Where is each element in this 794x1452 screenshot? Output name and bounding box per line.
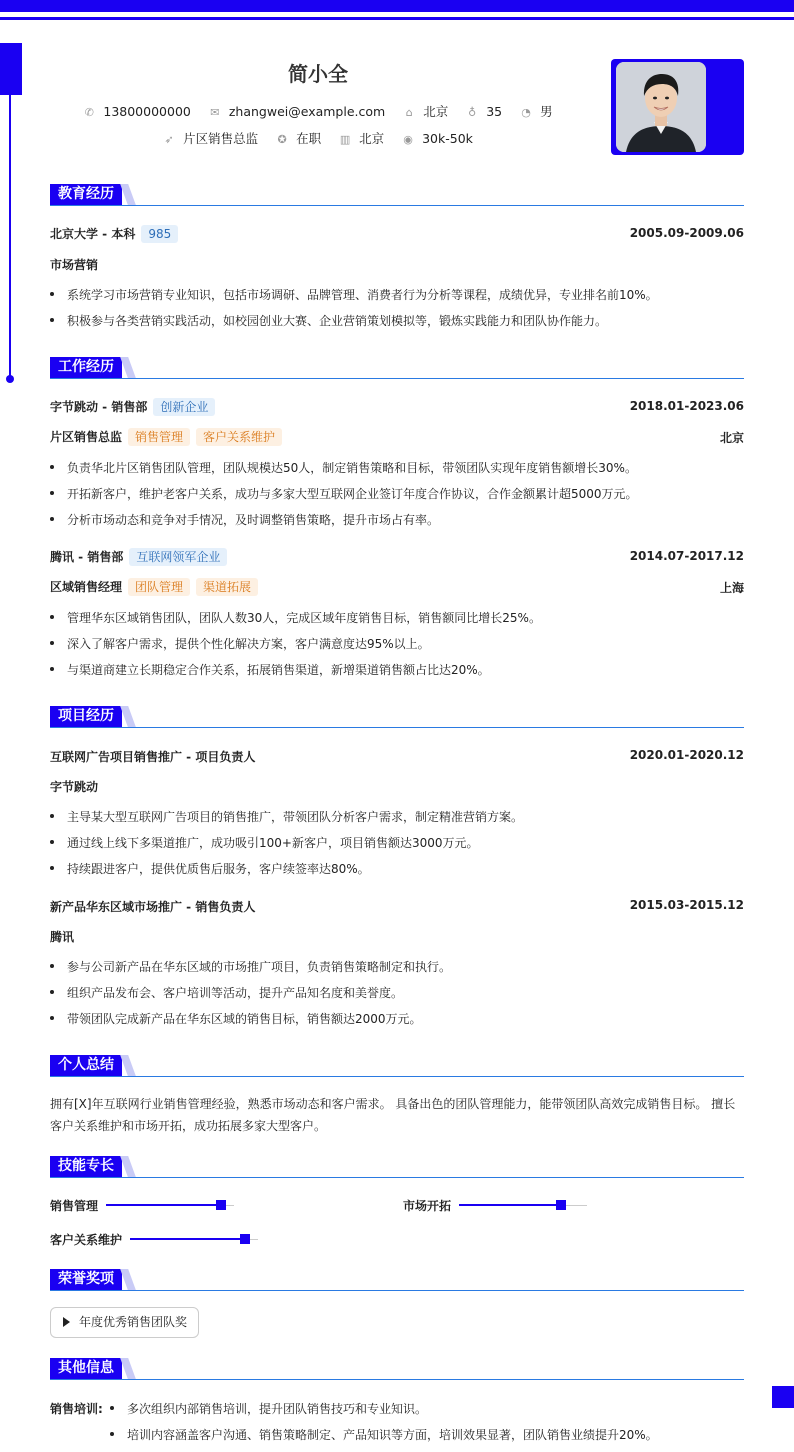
project-title: 互联网广告项目销售推广 - 项目负责人 <box>50 750 256 764</box>
list-item: 管理华东区域销售团队，团队人数30人，完成区域年度销售目标，销售额同比增长25%。 <box>50 609 541 626</box>
education-date: 2005.09-2009.06 <box>629 226 744 240</box>
list-item: 培训内容涵盖客户沟通、销售策略制定、产品知识等方面，培训效果显著，团队销售业绩提升20%。 <box>110 1426 658 1443</box>
work-role: 片区销售总监 销售管理 客户关系维护 <box>50 428 282 446</box>
section-work <box>50 357 744 379</box>
phone-icon: ✆ <box>84 106 94 119</box>
list-item: 组织产品发布会、客户培训等活动，提升产品知名度和美誉度。 <box>50 984 403 1001</box>
corner-accent-block <box>772 1386 794 1408</box>
side-timeline-dot <box>6 375 14 383</box>
skill-bar-knob <box>556 1200 566 1210</box>
section-title-decoration <box>120 184 136 205</box>
photo-frame <box>611 59 744 155</box>
section-other <box>50 1358 744 1380</box>
section-title-decoration <box>120 1269 136 1290</box>
work-company: 字节跳动 - 销售部 创新企业 <box>50 398 215 416</box>
job-info-row <box>0 129 636 147</box>
other-label: 销售培训: <box>50 1402 103 1416</box>
salary-item: ◉ 30k-50k <box>403 131 473 146</box>
list-item: 分析市场动态和竞争对手情况，及时调整销售策略，提升市场占有率。 <box>50 511 439 528</box>
list-item: 深入了解客户需求，提供个性化解决方案，客户满意度达95%以上。 <box>50 635 430 652</box>
caret-right-icon <box>63 1317 70 1327</box>
school-tag: 985 <box>141 225 178 243</box>
contact-info-row <box>0 102 636 120</box>
company-tag: 创新企业 <box>153 398 215 416</box>
gender-icon: ◔ <box>521 106 531 119</box>
list-item: 多次组织内部销售培训，提升团队销售技巧和专业知识。 <box>110 1400 427 1417</box>
project-org: 腾讯 <box>50 930 75 944</box>
skill-bar <box>459 1205 587 1206</box>
candidate-name: 简小全 <box>288 62 348 86</box>
age-icon: ♁ <box>468 106 477 119</box>
list-item: 通过线上线下多渠道推广，成功吸引100+新客户，项目销售额达3000万元。 <box>50 834 479 851</box>
honor-item[interactable]: 年度优秀销售团队奖 <box>50 1307 199 1338</box>
list-item: 积极参与各类营销实践活动，如校园创业大赛、企业营销策划模拟等，锻炼实践能力和团队协作能力。 <box>50 312 607 329</box>
company-tag: 互联网领军企业 <box>129 548 227 566</box>
section-rule <box>50 378 744 379</box>
section-title: 其他信息 <box>50 1358 122 1379</box>
skill-bar-knob <box>216 1200 226 1210</box>
skill-label: 销售管理 <box>50 1199 99 1213</box>
section-projects <box>50 706 744 728</box>
list-item: 负责华北片区销售团队管理，团队规模达50人，制定销售策略和目标，带领团队实现年度销售额增长30%。 <box>50 459 637 476</box>
work-role: 区域销售经理 团队管理 渠道拓展 <box>50 578 258 596</box>
skill-bar-fill <box>459 1204 561 1206</box>
list-item: 参与公司新产品在华东区域的市场推广项目，负责销售策略制定和执行。 <box>50 958 451 975</box>
work-city: 上海 <box>719 581 744 595</box>
section-title-decoration <box>120 1055 136 1076</box>
section-title: 荣誉奖项 <box>50 1269 122 1290</box>
skill-bar-fill <box>130 1238 245 1240</box>
list-item: 开拓新客户，维护老客户关系，成功与多家大型互联网企业签订年度合作协议，合作金额累计超5000万元。 <box>50 485 638 502</box>
age-item: ♁ 35 <box>468 104 503 119</box>
role-tag: 团队管理 <box>128 578 190 596</box>
education-school: 北京大学 - 本科 985 <box>50 225 178 243</box>
role-tag: 客户关系维护 <box>196 428 282 446</box>
phone-item: ✆ 13800000000 <box>84 104 191 119</box>
section-honors <box>50 1269 744 1291</box>
project-title: 新产品华东区域市场推广 - 销售负责人 <box>50 900 256 914</box>
skill-bar-fill <box>106 1204 221 1206</box>
section-skills <box>50 1156 744 1178</box>
top-accent-line <box>0 17 794 20</box>
section-rule <box>50 1177 744 1178</box>
project-date: 2020.01-2020.12 <box>629 748 744 762</box>
email-icon: ✉ <box>210 106 220 119</box>
section-summary <box>50 1055 744 1077</box>
project-date: 2015.03-2015.12 <box>629 898 744 912</box>
section-title-decoration <box>120 706 136 727</box>
skill-bar <box>130 1239 258 1240</box>
list-item: 持续跟进客户，提供优质售后服务，客户续签率达80%。 <box>50 860 370 877</box>
work-date: 2018.01-2023.06 <box>629 399 744 413</box>
education-major: 市场营销 <box>50 258 99 272</box>
list-item: 系统学习市场营销专业知识，包括市场调研、品牌管理、消费者行为分析等课程，成绩优异，专业排名前10%。 <box>50 286 658 303</box>
list-item: 主导某大型互联网广告项目的销售推广，带领团队分析客户需求，制定精准营销方案。 <box>50 808 523 825</box>
section-title: 工作经历 <box>50 357 122 378</box>
role-tag: 销售管理 <box>128 428 190 446</box>
section-title: 技能专长 <box>50 1156 122 1177</box>
section-rule <box>50 727 744 728</box>
section-title-decoration <box>120 1358 136 1379</box>
skill-label: 市场开拓 <box>403 1199 452 1213</box>
send-icon: ➶ <box>164 133 174 146</box>
section-rule <box>50 1076 744 1077</box>
skill-bar <box>106 1205 234 1206</box>
status-icon: ✪ <box>277 133 287 146</box>
city-item: ▥ 北京 <box>339 131 385 146</box>
section-title-decoration <box>120 357 136 378</box>
section-title-decoration <box>120 1156 136 1177</box>
section-title: 项目经历 <box>50 706 122 727</box>
gender-item: ◔ 男 <box>521 104 553 119</box>
position-item: ➶ 片区销售总监 <box>164 131 259 146</box>
list-item: 与渠道商建立长期稳定合作关系，拓展销售渠道，新增渠道销售额占比达20%。 <box>50 661 490 678</box>
salary-icon: ◉ <box>403 133 413 146</box>
list-item: 带领团队完成新产品在华东区域的销售目标，销售额达2000万元。 <box>50 1010 422 1027</box>
email-item: ✉ zhangwei@example.com <box>210 104 386 119</box>
skill-bar-knob <box>240 1234 250 1244</box>
section-title: 教育经历 <box>50 184 122 205</box>
top-accent-bar <box>0 0 794 12</box>
section-title: 个人总结 <box>50 1055 122 1076</box>
section-rule <box>50 205 744 206</box>
role-tag: 渠道拓展 <box>196 578 258 596</box>
summary-text: 拥有[X]年互联网行业销售管理经验，熟悉市场动态和客户需求。 具备出色的团队管理能力，能带领团队高效完成销售目标。 擅长 客户关系维护和市场开拓，成功拓展多家大型客户。 <box>50 1097 736 1133</box>
work-date: 2014.07-2017.12 <box>629 549 744 563</box>
project-org: 字节跳动 <box>50 780 99 794</box>
building-icon: ▥ <box>339 133 351 146</box>
location-item: ⌂ 北京 <box>403 102 448 120</box>
skill-label: 客户关系维护 <box>50 1233 123 1247</box>
section-rule <box>50 1290 744 1291</box>
home-icon: ⌂ <box>405 106 413 119</box>
section-rule <box>50 1379 744 1380</box>
work-city: 北京 <box>719 431 744 445</box>
status-item: ✪ 在职 <box>277 131 322 146</box>
avatar <box>616 62 706 152</box>
section-education <box>50 184 744 206</box>
work-company: 腾讯 - 销售部 互联网领军企业 <box>50 548 227 566</box>
